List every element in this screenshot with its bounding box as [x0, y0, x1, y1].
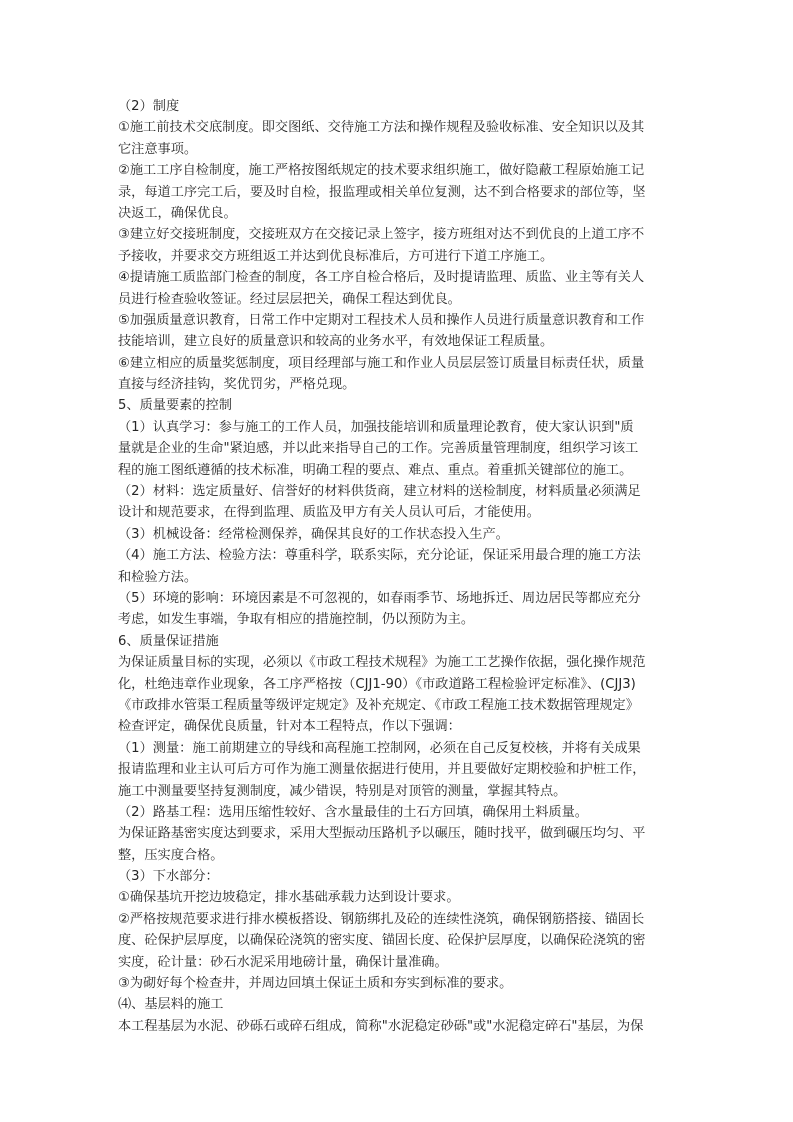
- text-line: 实度，砼计量：砂石水泥采用地磅计量，确保计量准确。: [118, 954, 448, 970]
- text-line: 本工程基层为水泥、砂砾石或碎石组成，简称"水泥稳定砂砾"或"水泥稳定碎石"基层，为保: [118, 1018, 644, 1034]
- text-line: 程的施工图纸遵循的技术标准，明确工程的要点、难点、重点。着重抓关键部位的施工。: [118, 462, 633, 478]
- text-line: 化，杜绝违章作业现象，各工序严格按（CJJ1-90）《市政道路工程检验评定标准》、(CJJ3): [118, 676, 636, 692]
- text-line: 予接收，并要求交方班组返工并达到优良标准后，方可进行下道工序施工。: [118, 248, 554, 264]
- text-line: 它注意事项。: [118, 141, 198, 157]
- text-line: 直接与经济挂钩，奖优罚劣，严格兑现。: [118, 377, 356, 393]
- text-line: 设计和规范要求，在得到监理、质监及甲方有关人员认可后，才能使用。: [118, 505, 540, 521]
- text-line: （1）测量：施工前期建立的导线和高程施工控制网，必须在自己反复校核，并将有关成果: [118, 740, 641, 756]
- text-line: ③为砌好每个检查井，并周边回填土保证土质和夯实到标准的要求。: [118, 976, 513, 992]
- text-line: 报请监理和业主认可后方可作为施工测量依据进行使用，并且要做好定期校验和护桩工作，: [118, 762, 646, 778]
- text-line: ①确保基坑开挖边坡稳定，排水基础承载力达到设计要求。: [118, 890, 460, 906]
- text-line: （3）机械设备：经常检测保养，确保其良好的工作状态投入生产。: [118, 526, 509, 542]
- text-line: ②严格按规范要求进行排水模板搭设、钢筋绑扎及砼的连续性浇筑，确保钢筋搭接、锚固长: [118, 911, 645, 927]
- text-line: 度、砼保护层厚度，以确保砼浇筑的密实度、锚固长度、砼保护层厚度，以确保砼浇筑的密: [118, 933, 646, 949]
- text-line: ④提请施工质监部门检查的制度，各工序自检合格后，及时提请监理、质监、业主等有关人: [118, 270, 645, 286]
- text-line: （4）施工方法、检验方法：尊重科学，联系实际，充分论证，保证采用最合理的施工方法: [118, 548, 641, 564]
- text-line: 员进行检查验收签证。经过层层把关，确保工程达到优良。: [118, 291, 461, 307]
- section-heading: 6、质量保证措施: [118, 633, 219, 649]
- text-line: ①施工前技术交底制度。即交图纸、交待施工方法和操作规程及验收标准、安全知识以及其: [118, 120, 645, 136]
- text-line: （5）环境的影响：环境因素是不可忽视的，如春雨季节、场地拆迁、周边居民等都应充分: [118, 590, 641, 606]
- text-line: （2）制度: [118, 99, 180, 114]
- text-line: 量就是企业的生命"紧迫感，并以此来指导自己的工作。完善质量管理制度，组织学习该工: [118, 441, 639, 457]
- document-body: [118, 96, 678, 1037]
- text-line: 录，每道工序完工后，要及时自检，报监理或相关单位复测，达不到合格要求的部位等，坚: [118, 184, 646, 200]
- text-line: 施工中测量要坚持复测制度，减少错误，特别是对顶管的测量，掌握其特点。: [118, 783, 567, 799]
- text-line: 技能培训，建立良好的质量意识和较高的业务水平，有效地保证工程质量。: [118, 334, 554, 350]
- text-line: ③建立好交接班制度，交接班双方在交接记录上签字，接方班组对达不到优良的上道工序不: [118, 227, 645, 243]
- text-line: ⑥建立相应的质量奖惩制度，项目经理部与施工和作业人员层层签订质量目标责任状，质量: [118, 355, 645, 371]
- text-line: 考虑，如发生事端，争取有相应的措施控制，仍以预防为主。: [118, 612, 475, 628]
- text-line: ②施工工序自检制度，施工严格按图纸规定的技术要求组织施工，做好隐蔽工程原始施工记: [118, 163, 645, 179]
- section-heading: 5、质量要素的控制: [118, 398, 232, 414]
- text-line: （2）材料：选定质量好、信誉好的材料供货商，建立材料的送检制度，材料质量必须满足: [118, 484, 641, 500]
- text-line: 整，压实度合格。: [118, 847, 224, 863]
- text-line: 《市政排水管渠工程质量等级评定规定》及补充规定、《市政工程施工技术数据管理规定》: [118, 697, 639, 713]
- section-heading: ⑷、基层料的施工: [118, 997, 224, 1013]
- text-line: （3）下水部分：: [118, 869, 219, 885]
- text-line: 为保证路基密实度达到要求，采用大型振动压路机予以碾压，随时找平，做到碾压均匀、平: [118, 826, 646, 842]
- text-line: （2）路基工程：选用压缩性较好、含水量最佳的土石方回填，确保用土料质量。: [118, 804, 588, 820]
- text-line: （1）认真学习：参与施工的工作人员，加强技能培训和质量理论教育，使大家认识到"质: [118, 419, 634, 435]
- text-line: 和检验方法。: [118, 569, 198, 585]
- text-line: ⑤加强质量意识教育，日常工作中定期对工程技术人员和操作人员进行质量意识教育和工作: [118, 312, 645, 328]
- text-line: 为保证质量目标的实现，必须以《市政工程技术规程》为施工工艺操作依据，强化操作规范: [118, 655, 646, 671]
- text-line: 检查评定，确保优良质量，针对本工程特点，作以下强调：: [118, 719, 461, 735]
- text-line: 决返工，确保优良。: [118, 205, 237, 221]
